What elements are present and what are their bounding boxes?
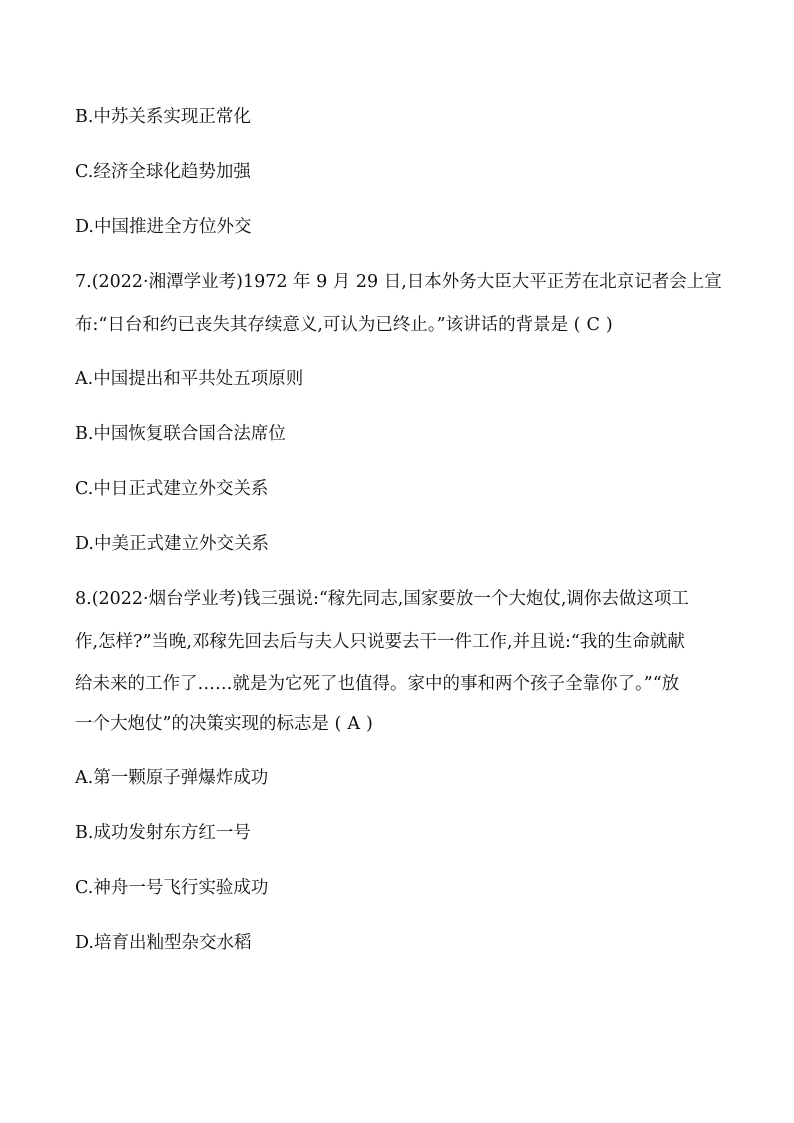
q8-option-a: A.第一颗原子弹爆炸成功 <box>75 768 269 788</box>
q7-stem-line-2 <box>75 314 613 336</box>
q7-option-c: C.中日正式建立外交关系 <box>75 479 269 499</box>
q6-option-c: C.经济全球化趋势加强 <box>75 162 251 182</box>
q7-option-b: B.中国恢复联合国合法席位 <box>75 424 286 444</box>
q7-answer: C <box>586 315 600 335</box>
q8-option-d: D.培育出籼型杂交水稻 <box>75 933 252 953</box>
q6-option-d: D.中国推进全方位外交 <box>75 217 252 237</box>
q8-option-c: C.神舟一号飞行实验成功 <box>75 878 269 898</box>
q7-option-d: D.中美正式建立外交关系 <box>75 534 269 554</box>
q7-option-a: A.中国提出和平共处五项原则 <box>75 369 304 389</box>
q7-stem-line-1: 7.(2022·湘潭学业考)1972 年 9 月 29 日,日本外务大臣大平正芳在北京记者会上宣 <box>75 272 722 292</box>
q6-option-b: B.中苏关系实现正常化 <box>75 107 251 127</box>
q8-stem-line-1: 8.(2022·烟台学业考)钱三强说:“稼先同志,国家要放一个大炮仗,调你去做这项工 <box>75 589 689 609</box>
q7-close-paren: ) <box>605 315 613 335</box>
q8-answer: A <box>347 714 360 734</box>
q8-stem-line-4 <box>75 713 373 735</box>
q8-stem-line-3: 给未来的工作了……就是为它死了也值得。家中的事和两个孩子全靠你了。”“放 <box>75 674 680 694</box>
q8-close-paren: ) <box>365 714 373 734</box>
q8-option-b: B.成功发射东方红一号 <box>75 823 251 843</box>
q8-stem-line-2: 作,怎样?”当晚,邓稼先回去后与夫人只说要去干一件工作,并且说:“我的生命就献 <box>75 632 685 652</box>
q8-stem-text: 一个大炮仗”的决策实现的标志是 ( <box>75 714 342 734</box>
q7-stem-text: 布:“日台和约已丧失其存续意义,可认为已终止。”该讲话的背景是 ( <box>75 315 581 335</box>
